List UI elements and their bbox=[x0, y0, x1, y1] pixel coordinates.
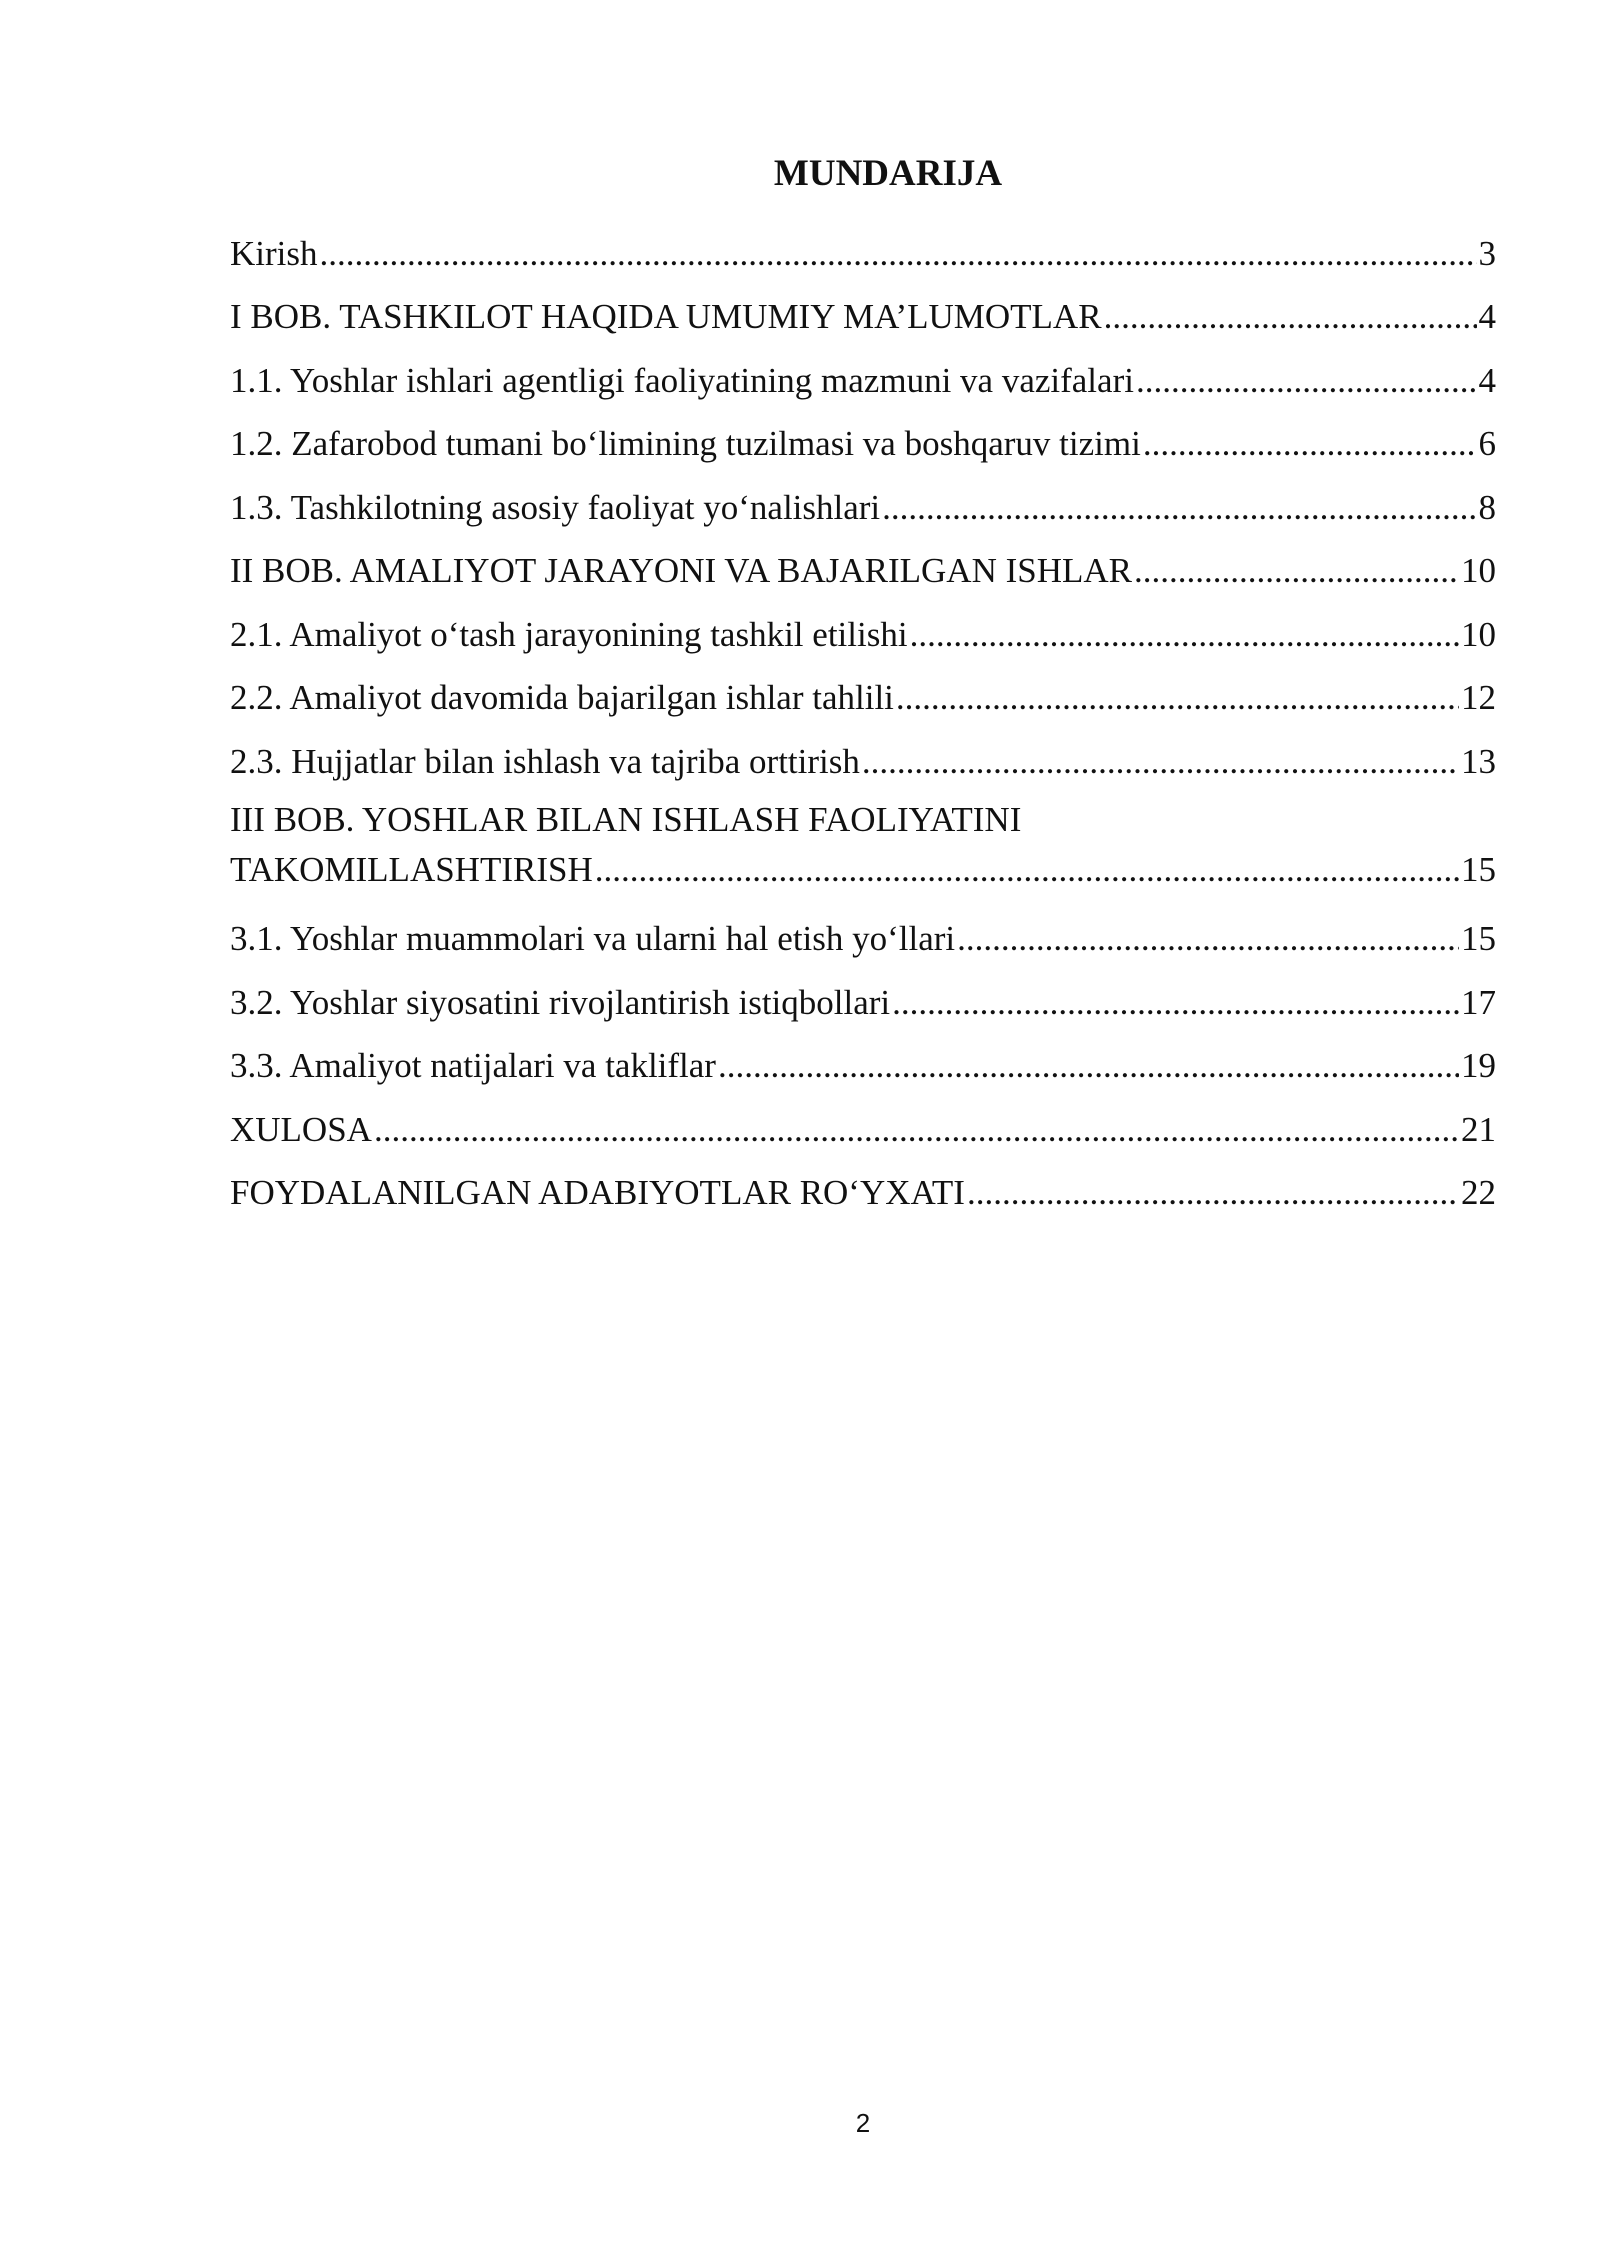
toc-entry-page: 4 bbox=[1478, 360, 1496, 400]
toc-entry-second-line bbox=[230, 848, 1496, 892]
page-number: 2 bbox=[855, 2108, 871, 2138]
toc-entry-chapter-3[interactable] bbox=[230, 784, 1496, 898]
toc-leader-dots bbox=[892, 981, 1459, 1025]
toc-entry-page: 19 bbox=[1461, 1046, 1496, 1085]
toc-entry-text: 3.3. Amaliyot natijalari va takliflar bbox=[230, 1046, 716, 1085]
toc-entry-1-2[interactable] bbox=[230, 403, 1496, 467]
toc-entry-text: I BOB. TASHKILOT HAQIDA UMUMIY MA’LUMOTLAR bbox=[230, 297, 1102, 336]
toc-entry-text: 1.2. Zafarobod tumani bo‘limining tuzilmasi va boshqaruv tizimi bbox=[230, 424, 1141, 463]
toc-entry-3-1[interactable] bbox=[230, 898, 1496, 962]
toc-leader-dots bbox=[374, 1108, 1459, 1152]
toc-leader-dots bbox=[910, 613, 1459, 657]
toc-entry-page: 12 bbox=[1461, 678, 1496, 717]
toc-leader-dots bbox=[967, 1171, 1459, 1215]
toc-entry-chapter-2[interactable] bbox=[230, 530, 1496, 594]
toc-entry-text: XULOSA bbox=[230, 1109, 372, 1149]
toc-entry-3-2[interactable] bbox=[230, 961, 1496, 1025]
toc-entry-page: 10 bbox=[1461, 551, 1496, 590]
toc-entry-text: FOYDALANILGAN ADABIYOTLAR RO‘YXATI bbox=[230, 1173, 965, 1212]
toc-title: MUNDARIJA bbox=[773, 153, 1003, 194]
toc-entry-chapter-1[interactable] bbox=[230, 276, 1496, 340]
toc-leader-dots bbox=[1134, 549, 1459, 593]
table-of-contents bbox=[230, 212, 1496, 1215]
toc-entry-text: 1.1. Yoshlar ishlari agentligi faoliyatining mazmuni va vazifalari bbox=[230, 360, 1134, 400]
toc-entry-kirish[interactable] bbox=[230, 212, 1496, 276]
toc-entry-3-3[interactable] bbox=[230, 1025, 1496, 1089]
toc-entry-page: 8 bbox=[1478, 487, 1496, 527]
toc-entry-1-3[interactable] bbox=[230, 466, 1496, 530]
toc-leader-dots bbox=[1143, 422, 1477, 466]
toc-entry-text: 1.3. Tashkilotning asosiy faoliyat yo‘nalishlari bbox=[230, 487, 881, 527]
toc-leader-dots bbox=[320, 232, 1477, 276]
toc-leader-dots bbox=[896, 676, 1459, 720]
toc-entry-page: 6 bbox=[1478, 424, 1496, 463]
toc-entry-2-1[interactable] bbox=[230, 593, 1496, 657]
toc-entry-text: 3.1. Yoshlar muammolari va ularni hal etish yo‘llari bbox=[230, 919, 956, 958]
toc-entry-page: 15 bbox=[1461, 919, 1496, 958]
toc-leader-dots bbox=[1136, 359, 1477, 403]
toc-leader-dots bbox=[957, 917, 1459, 961]
toc-entry-page: 3 bbox=[1478, 233, 1496, 273]
toc-leader-dots bbox=[718, 1044, 1459, 1088]
toc-entry-page: 22 bbox=[1461, 1173, 1496, 1212]
toc-entry-page: 4 bbox=[1478, 297, 1496, 336]
toc-entry-text: 3.2. Yoshlar siyosatini rivojlantirish istiqbollari bbox=[230, 982, 891, 1022]
toc-leader-dots bbox=[862, 740, 1459, 784]
toc-entry-2-2[interactable] bbox=[230, 657, 1496, 721]
toc-entry-page: 17 bbox=[1461, 982, 1496, 1022]
toc-entry-page: 10 bbox=[1461, 614, 1496, 654]
toc-leader-dots bbox=[1104, 295, 1477, 339]
toc-leader-dots bbox=[595, 848, 1459, 892]
toc-entry-text: 2.2. Amaliyot davomida bajarilgan ishlar tahlili bbox=[230, 678, 894, 717]
toc-entry-text: 2.3. Hujjatlar bilan ishlash va tajriba orttirish bbox=[230, 741, 860, 781]
toc-entry-text: 2.1. Amaliyot o‘tash jarayonining tashkil etilishi bbox=[230, 614, 908, 654]
toc-entry-page: 13 bbox=[1461, 741, 1496, 781]
toc-entry-text-line2: TAKOMILLASHTIRISH bbox=[230, 849, 593, 889]
toc-leader-dots bbox=[882, 486, 1476, 530]
toc-entry-adabiyotlar[interactable] bbox=[230, 1152, 1496, 1216]
toc-entry-1-1[interactable] bbox=[230, 339, 1496, 403]
toc-entry-text-line1: III BOB. YOSHLAR BILAN ISHLASH FAOLIYATINI bbox=[230, 799, 1022, 839]
toc-entry-page: 15 bbox=[1461, 849, 1496, 889]
toc-entry-text: Kirish bbox=[230, 233, 318, 273]
toc-entry-xulosa[interactable] bbox=[230, 1088, 1496, 1152]
toc-entry-2-3[interactable] bbox=[230, 720, 1496, 784]
toc-entry-text: II BOB. AMALIYOT JARAYONI VA BAJARILGAN ISHLAR bbox=[230, 551, 1132, 590]
toc-entry-page: 21 bbox=[1461, 1109, 1496, 1149]
